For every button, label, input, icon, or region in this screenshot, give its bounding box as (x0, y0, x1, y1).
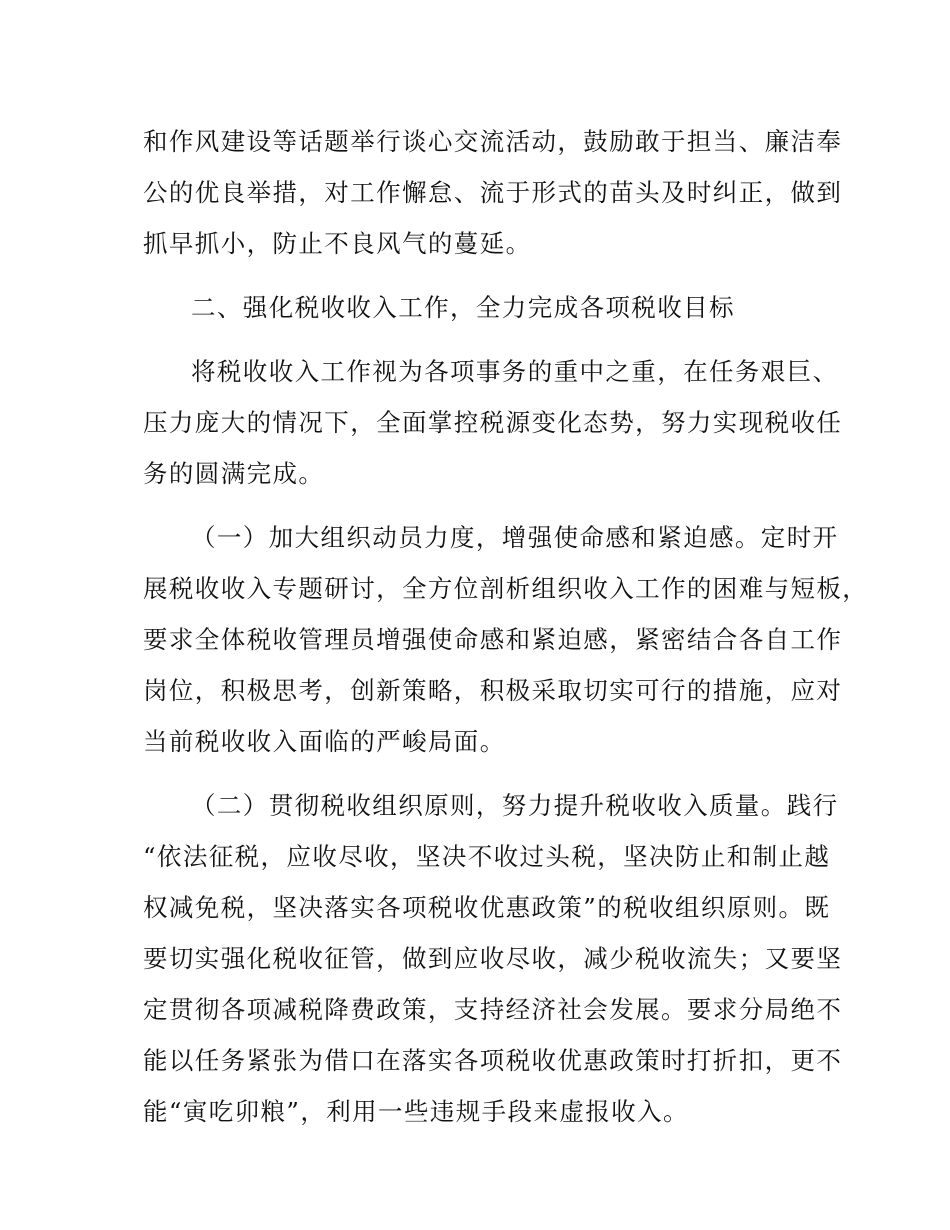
paragraph-3-line-5: 当前税收收入面临的严峻局面。 (143, 727, 506, 756)
paragraph-4-line-7: 能“寅吃卯粮”，利用一些违规手段来虚报收入。 (143, 1097, 689, 1126)
paragraph-1-line-1: 和作风建设等话题举行谈心交流活动，鼓励敢于担当、廉洁奉 (143, 127, 843, 156)
paragraph-4-line-1: （二）贯彻税收组织原则，努力提升税收收入质量。践行 (191, 791, 839, 820)
section-heading: 二、强化税收收入工作，全力完成各项税收目标 (191, 293, 735, 322)
paragraph-4-line-4: 要切实强化税收征管，做到应收尽收，减少税收流失；又要坚 (143, 944, 843, 973)
paragraph-3-line-4: 岗位，积极思考，创新策略，积极采取切实可行的措施，应对 (143, 676, 843, 705)
paragraph-4-line-6: 能以任务紧张为借口在落实各项税收优惠政策时打折扣，更不 (143, 1046, 843, 1075)
paragraph-1-line-3: 抓早抓小，防止不良风气的蔓延。 (143, 229, 532, 258)
paragraph-2-line-2: 压力庞大的情况下，全面掌控税源变化态势，努力实现税收任 (143, 408, 843, 437)
paragraph-3-line-1: （一）加大组织动员力度，增强使命感和紧迫感。定时开 (191, 523, 839, 552)
paragraph-3-line-2: 展税收收入专题研讨，全方位剖析组织收入工作的困难与短板， (143, 574, 869, 603)
paragraph-4-line-5: 定贯彻各项减税降费政策，支持经济社会发展。要求分局绝不 (143, 995, 843, 1024)
paragraph-1-line-2: 公的优良举措，对工作懈怠、流于形式的苗头及时纠正，做到 (143, 178, 843, 207)
paragraph-2-line-1: 将税收收入工作视为各项事务的重中之重，在任务艰巨、 (191, 357, 839, 386)
paragraph-4-line-3: 权减免税，坚决落实各项税收优惠政策”的税收组织原则。既 (143, 893, 831, 922)
paragraph-4-line-2: “依法征税，应收尽收，坚决不收过头税，坚决防止和制止越 (143, 842, 831, 871)
paragraph-2-line-3: 务的圆满完成。 (143, 459, 325, 488)
paragraph-3-line-3: 要求全体税收管理员增强使命感和紧迫感，紧密结合各自工作 (143, 625, 843, 654)
